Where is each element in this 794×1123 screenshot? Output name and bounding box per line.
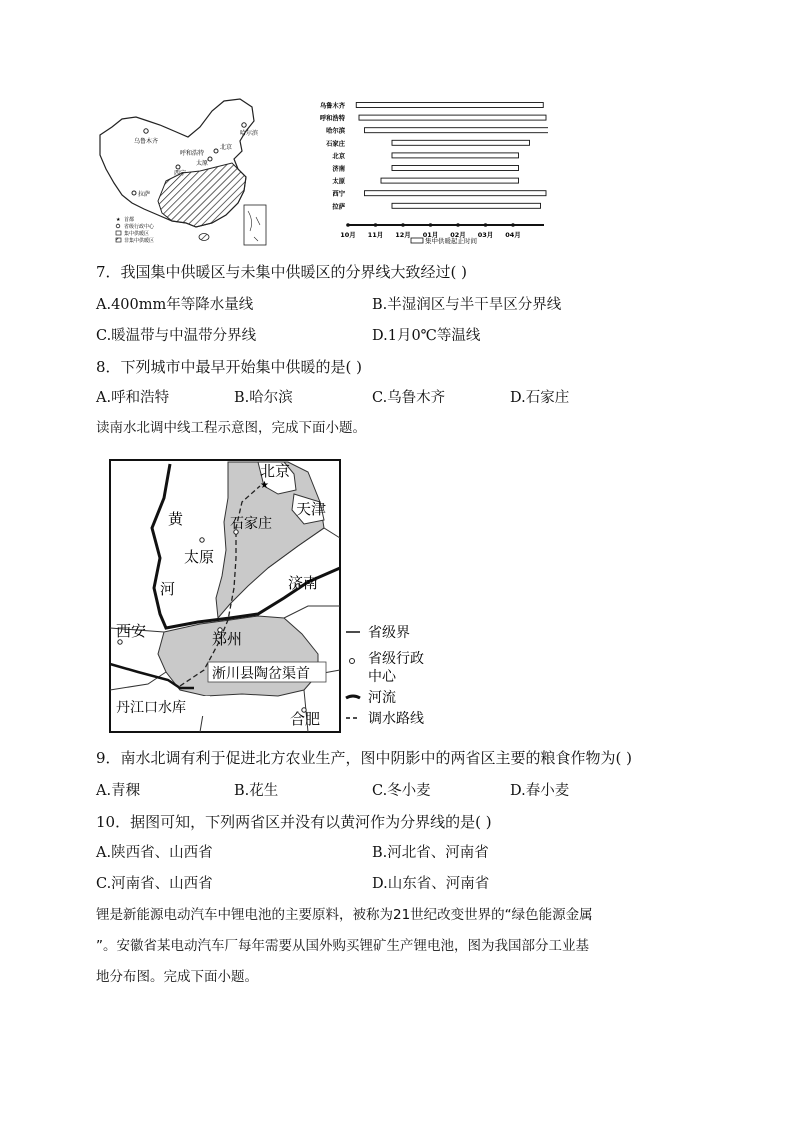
south-sea-inset xyxy=(244,205,266,245)
label-beijing-2: 北京 xyxy=(260,462,291,480)
category-label: 西宁 xyxy=(332,190,345,198)
label-beijing: 北京 xyxy=(220,144,233,151)
label-xian: 西安 xyxy=(116,622,147,640)
q9-option-c[interactable]: C.冬小麦 xyxy=(372,783,431,799)
q8-option-b[interactable]: B.哈尔滨 xyxy=(234,390,293,406)
q9-stem: 9．南水北调有利于促进北方农业生产，图中阴影中的两省区主要的粮食作物为( ) xyxy=(96,749,633,767)
label-hefei: 合肥 xyxy=(290,710,321,728)
q10-option-a[interactable]: A.陕西省、山西省 xyxy=(96,845,213,861)
map-legend xyxy=(116,216,155,244)
chart-legend-label: 集中供暖起止时间 xyxy=(425,237,477,245)
heating-period-bar xyxy=(365,191,547,196)
q7-option-d[interactable]: D.1月0℃等温线 xyxy=(372,328,481,344)
x-tick-mark xyxy=(511,223,515,227)
svg-text:首都: 首都 xyxy=(124,217,135,223)
heating-period-bar xyxy=(392,140,530,145)
label-wulumuqi: 乌鲁木齐 xyxy=(134,138,159,145)
category-label: 乌鲁木齐 xyxy=(319,102,345,110)
heating-period-bar xyxy=(392,153,519,158)
category-label: 太原 xyxy=(332,178,345,186)
svg-text:省级行政: 省级行政 xyxy=(368,651,424,667)
x-tick-label: 01月 xyxy=(422,231,439,239)
x-tick-mark xyxy=(401,223,405,227)
q8-option-c[interactable]: C.乌鲁木齐 xyxy=(372,390,446,406)
category-label: 呼和浩特 xyxy=(319,115,345,123)
intro-south-north-water: 读南水北调中线工程示意图，完成下面小题。 xyxy=(96,420,366,436)
q10-option-b[interactable]: B.河北省、河南省 xyxy=(372,845,489,861)
svg-text:省级界: 省级界 xyxy=(368,625,410,641)
svg-text:非集中供暖区: 非集中供暖区 xyxy=(124,238,155,244)
intro-lithium-line1: 锂是新能源电动汽车中锂电池的主要原料，被称为21世纪改变世界的“绿色能源金属 xyxy=(96,907,593,923)
q7-stem: 7．我国集中供暖区与未集中供暖区的分界线大致经过( ) xyxy=(96,263,468,281)
q7-option-c[interactable]: C.暖温带与中温带分界线 xyxy=(96,328,257,344)
x-tick-label: 02月 xyxy=(450,231,466,239)
diversion-legend xyxy=(346,624,424,727)
category-label: 石家庄 xyxy=(326,140,345,148)
heating-period-bar xyxy=(365,128,549,133)
q9-option-a[interactable]: A.青稞 xyxy=(96,783,141,799)
heating-period-bar xyxy=(392,203,541,208)
chart-legend-swatch xyxy=(411,238,423,243)
label-jinan: 济南 xyxy=(288,574,319,592)
svg-text:河流: 河流 xyxy=(368,690,396,706)
x-tick-label: 10月 xyxy=(340,231,356,239)
label-taocha: 淅川县陶岔渠首 xyxy=(212,666,310,682)
svg-text:调水路线: 调水路线 xyxy=(368,711,424,727)
heating-period-bar xyxy=(359,115,546,120)
heating-period-chart xyxy=(308,97,548,249)
category-label: 拉萨 xyxy=(332,203,345,211)
category-label: 济南 xyxy=(332,165,345,173)
label-lasa: 拉萨 xyxy=(138,191,151,198)
label-shijiazhuang: 石家庄 xyxy=(230,516,272,532)
label-taiyuan-2: 太原 xyxy=(184,548,215,566)
x-tick-label: 12月 xyxy=(395,231,411,239)
label-haerbin: 哈尔滨 xyxy=(240,130,259,137)
q9-option-d[interactable]: D.春小麦 xyxy=(510,783,570,799)
label-huang: 黄 xyxy=(168,510,184,528)
svg-text:中心: 中心 xyxy=(368,669,396,685)
label-tianjin: 天津 xyxy=(296,500,327,518)
heating-map xyxy=(96,97,268,249)
q8-stem: 8．下列城市中最早开始集中供暖的是( ) xyxy=(96,358,363,376)
heating-period-bar xyxy=(356,103,543,108)
category-label: 哈尔滨 xyxy=(326,127,345,135)
label-taiyuan: 太原 xyxy=(196,160,209,167)
x-tick-label: 11月 xyxy=(367,231,384,239)
label-zhengzhou: 郑州 xyxy=(212,630,243,648)
svg-text:集中供暖区: 集中供暖区 xyxy=(124,231,150,237)
intro-lithium-line3: 地分布图。完成下面小题。 xyxy=(96,969,258,985)
water-diversion-map xyxy=(108,458,448,736)
q7-option-a[interactable]: A.400mm年等降水量线 xyxy=(96,297,254,313)
q10-option-c[interactable]: C.河南省、山西省 xyxy=(96,876,213,892)
category-label: 北京 xyxy=(332,152,345,160)
svg-text:省级行政中心: 省级行政中心 xyxy=(124,224,155,230)
x-tick-mark xyxy=(456,223,460,227)
heating-period-bar xyxy=(392,166,519,171)
q7-option-b[interactable]: B.半湿润区与半干旱区分界线 xyxy=(372,297,562,313)
x-tick-mark xyxy=(374,223,378,227)
label-he: 河 xyxy=(160,580,176,598)
x-tick-mark xyxy=(484,223,488,227)
q8-option-d[interactable]: D.石家庄 xyxy=(510,390,570,406)
q10-option-d[interactable]: D.山东省、河南省 xyxy=(372,876,490,892)
q9-option-b[interactable]: B.花生 xyxy=(234,783,279,799)
q8-option-a[interactable]: A.呼和浩特 xyxy=(96,390,170,406)
svg-text:★: ★ xyxy=(116,217,121,223)
label-huhehaote: 呼和浩特 xyxy=(180,150,205,157)
intro-lithium-line2: ”。安徽省某电动汽车厂每年需要从国外购买锂矿生产锂电池，图为我国部分工业基 xyxy=(96,938,589,954)
x-tick-label: 03月 xyxy=(477,231,494,239)
q10-stem: 10．据图可知，下列两省区并没有以黄河作为分界线的是( ) xyxy=(96,813,492,831)
x-tick-label: 04月 xyxy=(505,231,521,239)
heating-period-bar xyxy=(381,178,519,183)
label-danjiangkou: 丹江口水库 xyxy=(116,700,186,716)
x-tick-mark xyxy=(429,223,433,227)
x-tick-mark xyxy=(346,223,350,227)
label-xining: 西宁 xyxy=(174,170,187,177)
capital-star: ★ xyxy=(260,480,269,491)
